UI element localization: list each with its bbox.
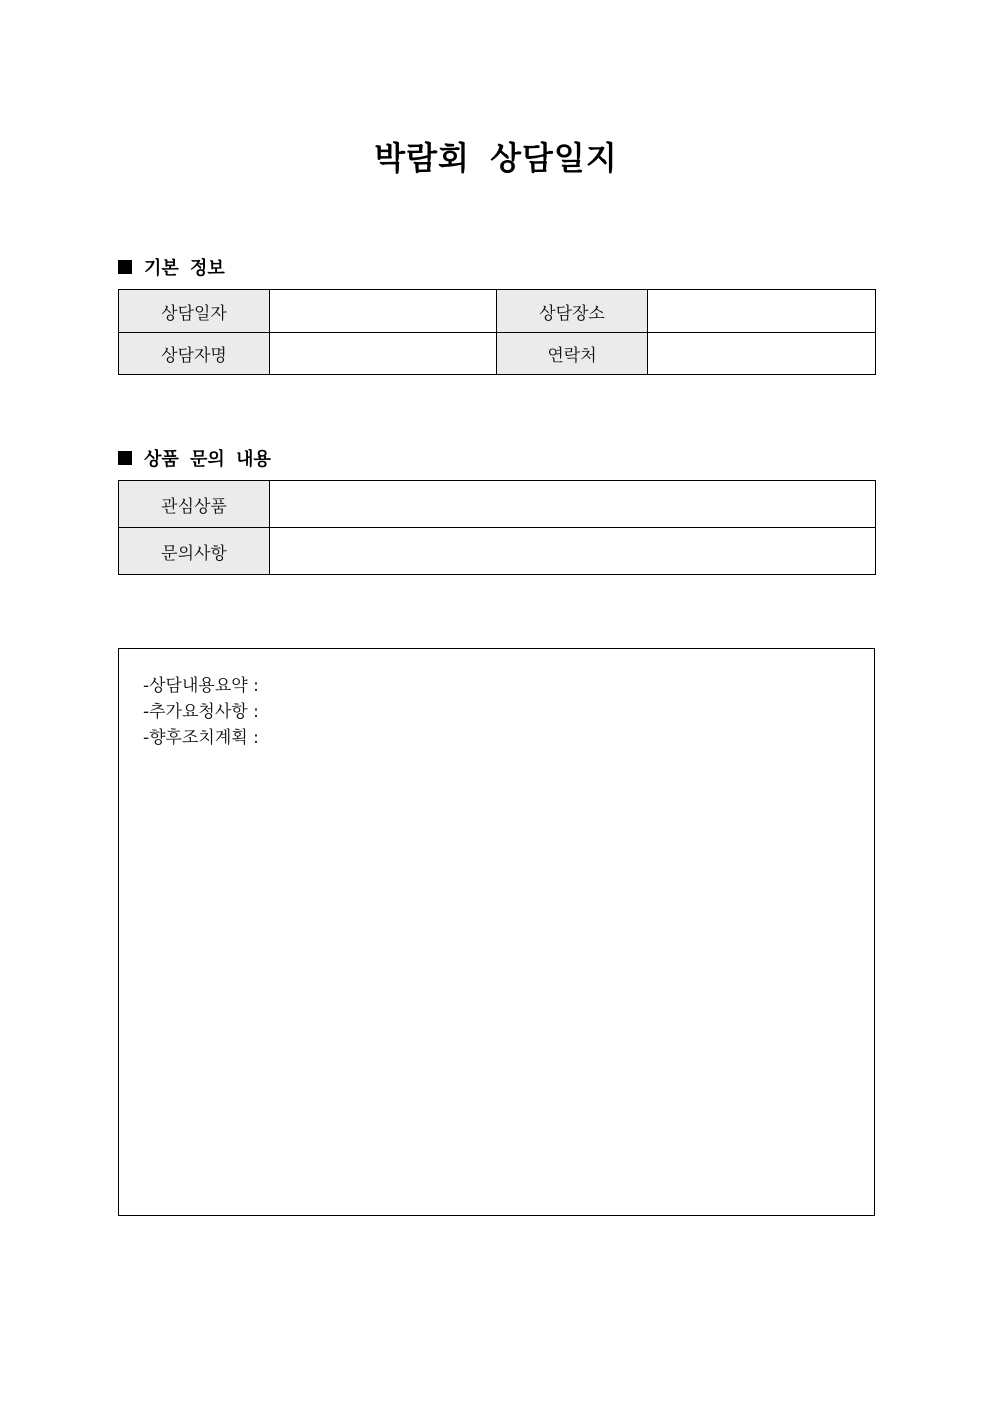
section-heading-basic-info <box>118 254 225 280</box>
section-heading-label: 기본 정보 <box>144 258 225 279</box>
contact-field[interactable] <box>648 333 876 375</box>
notes-box[interactable] <box>118 648 875 1216</box>
interest-product-label: 관심상품 <box>119 481 270 528</box>
consult-place-field[interactable] <box>648 290 876 333</box>
table-row <box>119 333 876 375</box>
table-row <box>119 528 876 575</box>
table-row <box>119 481 876 528</box>
table-row <box>119 290 876 333</box>
page-title: 박람회 상담일지 <box>374 139 618 177</box>
notes-summary-line: -상담내용요약 : <box>143 676 259 696</box>
square-bullet-icon <box>118 260 132 274</box>
consult-place-label: 상담장소 <box>497 290 648 333</box>
consultant-name-field[interactable] <box>270 333 497 375</box>
consultant-name-label: 상담자명 <box>119 333 270 375</box>
product-inquiry-table <box>118 480 876 575</box>
interest-product-field[interactable] <box>270 481 876 528</box>
inquiry-label: 문의사항 <box>119 528 270 575</box>
section-heading-product-inquiry <box>118 445 271 471</box>
contact-label: 연락처 <box>497 333 648 375</box>
square-bullet-icon <box>118 451 132 465</box>
inquiry-field[interactable] <box>270 528 876 575</box>
section-heading-label: 상품 문의 내용 <box>144 449 271 470</box>
basic-info-table <box>118 289 876 375</box>
notes-additional-request-line: -추가요청사항 : <box>143 702 259 722</box>
consult-date-label: 상담일자 <box>119 290 270 333</box>
notes-follow-up-plan-line: -향후조치계획 : <box>143 728 259 748</box>
consult-date-field[interactable] <box>270 290 497 333</box>
